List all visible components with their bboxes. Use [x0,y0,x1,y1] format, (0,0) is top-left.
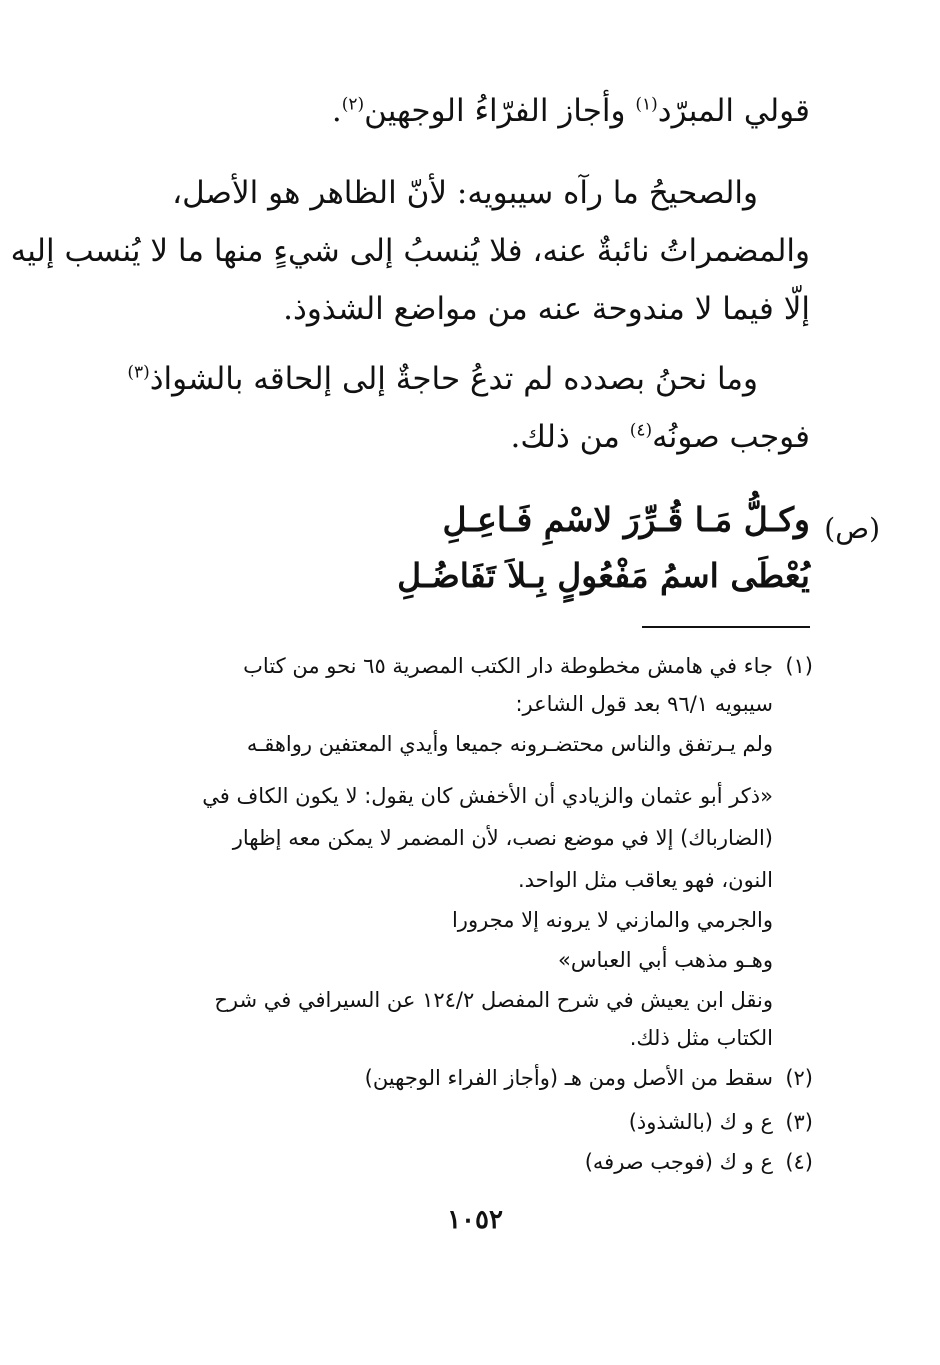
footnote-1-number: (١) [785,654,813,678]
footnote-ref-4[interactable]: (٤) [629,420,653,441]
verse-marker: (ص) [824,512,880,545]
p3-line-1 [127,350,810,408]
footnote-1-quote-1: «ذكر أبو عثمان والزيادي أن الأخفش كان يقول: لا يكون الكاف في [202,784,773,808]
footnote-1-quote-3: النون، فهو يعاقب مثل الواحد. [517,868,773,892]
footnote-1-line-1: جاء في هامش مخطوطة دار الكتب المصرية ٦٥ نحو من كتاب [243,654,773,678]
footnote-2-text: سقط من الأصل ومن هـ (وأجاز الفراء الوجهين) [364,1066,773,1090]
p1-text: قولي المبرّد [657,93,810,129]
paragraph-1 [130,82,810,140]
footnote-1-note-1: ونقل ابن يعيش في شرح المفصل ١٢٤/٢ عن السيرافي في شرح [214,988,773,1012]
footnote-4-number: (٤) [785,1150,813,1174]
footnote-1-line-2: سيبويه ٩٦/١ بعد قول الشاعر: [515,692,773,716]
p1-text-2: وأجاز الفرّاءُ الوجهين [364,93,636,129]
footnote-2-number: (٢) [785,1066,813,1090]
footnote-separator [642,626,810,628]
footnote-1-quote-4: والجرمي والمازني لا يرونه إلا مجرورا [451,908,773,932]
footnote-1-poem: ولم يـرتفق والناس محتضـرونه جميعا وأيدي المعتفين رواهقـه [246,732,773,756]
p3-line-2 [130,408,810,466]
paragraph-3 [127,350,810,466]
p3-line-2-end: من ذلك. [510,419,630,455]
paragraph-2 [10,164,810,338]
p2-line-3: إلّا فيما لا مندوحة عنه من مواضع الشذوذ. [283,291,810,327]
verse-line-2: يُعْطَى اسمُ مَفْعُولٍ بِـلاَ تَفَاضُـلِ [397,556,810,595]
footnote-ref-3[interactable]: (٣) [127,362,150,383]
paragraph-1-line [130,82,810,140]
footnote-3-number: (٣) [785,1110,813,1134]
footnote-ref-2[interactable]: (٢) [341,94,365,115]
p1-end: . [331,93,342,129]
footnote-ref-1[interactable]: (١) [635,94,658,115]
p3-line-2-text: فوجب صونُه [652,419,810,455]
footnote-1-quote-5: وهـو مذهب أبي العباس» [558,948,773,972]
page-number: ١٠٥٢ [447,1205,503,1235]
footnote-3-text: ع و ك (بالشذوذ) [628,1110,773,1134]
footnote-4-text: ع و ك (فوجب صرفه) [584,1150,773,1174]
p2-line-1: والصحيحُ ما رآه سيبويه: لأنّ الظاهر هو الأصل، [172,175,758,211]
verse-line-1: وكـلُّ مَـا قُـرِّرَ لاسْمِ فَـاعِـلِ [442,500,810,539]
footnote-1-quote-2: (الضارباك) إلا في موضع نصب، لأن المضمر لا يمكن معه إظهار [232,826,773,850]
p2-line-2: والمضمراتُ نائبةٌ عنه، فلا يُنسبُ إلى شيءٍ منها ما لا يُنسب إليه [10,233,810,269]
p3-line-1-text: وما نحنُ بصدده لم تدعُ حاجةٌ إلى إلحاقه بالشواذ [149,361,758,397]
footnote-1-note-2: الكتاب مثل ذلك. [629,1026,773,1050]
